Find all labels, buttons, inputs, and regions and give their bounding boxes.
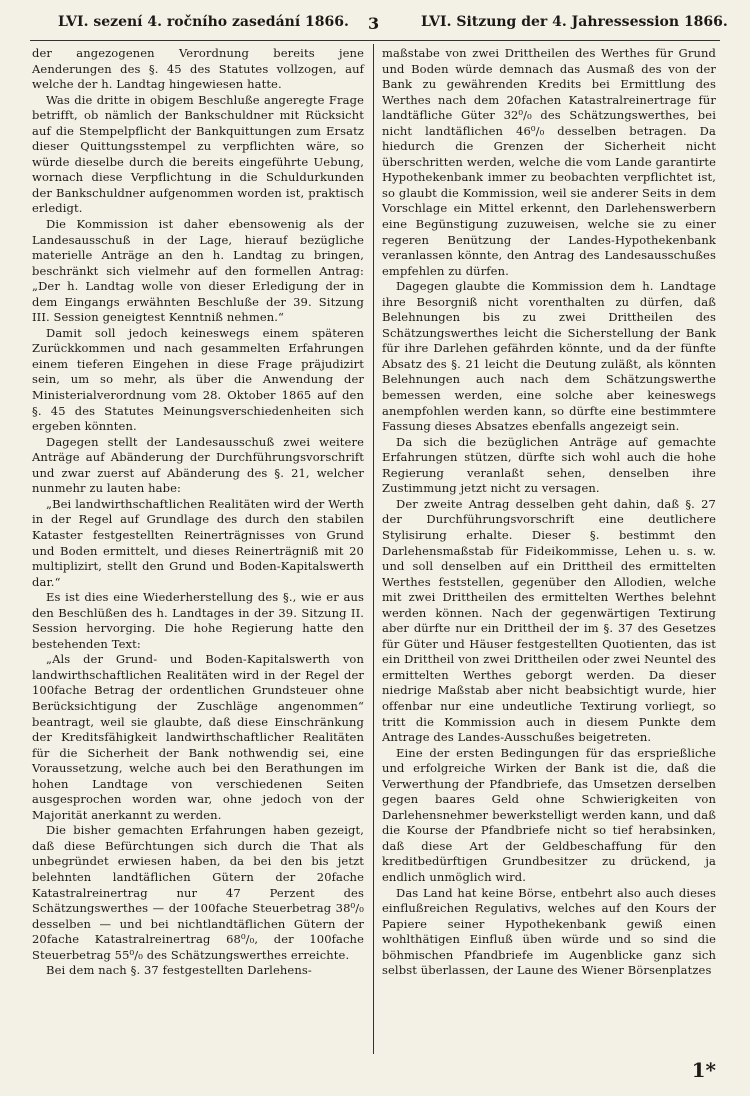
paragraph: Was die dritte in obigem Beschluße angeregte Frage betrifft, ob nämlich der Bankschuldner mit Rücksicht auf die Stempelpflicht der Bankquittungen zum Ersatz dieser Quittungsstempel zu verpflichten wäre, so würde dieselbe durch die bereits eingeführte Uebung, wornach diese Verpflichtung in die Schuldurkunden der Bankschuldner aufgenommen worden ist, praktisch erledigt. <box>32 92 364 216</box>
right-column <box>382 46 716 979</box>
header-rule <box>30 40 720 41</box>
paragraph: Das Land hat keine Börse, entbehrt also auch dieses einflußreichen Regulativs, welches auf den Kours der Papiere seiner Hypothekenbank gewiß einen wohlthätigen Einfluß üben würde und so sind die böhmischen Pfandbriefe im Augenblicke ganz sich selbst überlassen, der Laune des Wiener Börsenplatzes <box>382 885 716 978</box>
paragraph: Dagegen glaubte die Kommission dem h. Landtage ihre Besorgniß nicht vorenthalten zu dürfen, daß Belehnungen bis zu zwei Drittheilen des Schätzungswerthes leicht die Sicherstellung der Bank für ihre Darlehen gefährden könnte, und da der fünfte Absatz des §. 21 leicht die Deutung zuläßt, als könnten Belehnungen auch nach dem Schätzungswerthe bemessen werden, eine solche aber keineswegs anempfohlen werden kann, so dürfte eine bestimmtere Fassung dieses Absatzes ebenfalls angezeigt sein. <box>382 279 716 434</box>
paragraph: Eine der ersten Bedingungen für das ersprießliche und erfolgreiche Wirken der Bank ist die, daß die Verwerthung der Pfandbriefe, das Umsetzen derselben gegen baares Geld ohne Schwierigkeiten von Darlehensnehmer bewerkstelligt werden kann, und daß die Kourse der Pfandbriefe nicht so tief herabsinken, daß diese Art der Geldbeschaffung für den kreditbedürftigen Grundbesitzer zu drückend, ja endlich unmöglich wird. <box>382 745 716 884</box>
paragraph: Die Kommission ist daher ebensowenig als der Landesausschuß in der Lage, hierauf bezügliche materielle Anträge an den h. Landtag zu bringen, beschränkt sich vielmehr auf den formellen Antrag: „Der h. Landtag wolle von dieser Erledigung der in dem Eingangs erwähnten Beschluße der 39. Sitzung III. Session geneigtest Kenntniß nehmen.“ <box>32 217 364 325</box>
signature-mark: 1* <box>691 1058 716 1082</box>
left-column <box>32 46 364 979</box>
paragraph: Dagegen stellt der Landesausschuß zwei weitere Anträge auf Abänderung der Durchführungsvorschrift und zwar zuerst auf Abänderung des §. 21, welcher nunmehr zu lauten habe: <box>32 434 364 496</box>
header-german-title: LVI. Sitzung der 4. Jahressession 1866. <box>421 14 728 30</box>
quoted-paragraph: „Als der Grund- und Boden-Kapitalswerth von landwirthschaftlichen Realitäten wird in der Regel der 100fache Betrag der ordentlichen Grundsteuer ohne Berücksichtigung der Zuschläge angenommen“ beantragt, weil sie glaubte, daß diese Einschränkung der Kreditsfähigkeit landwirthschaftlicher Realitäten für die Sicherheit der Bank nothwendig sei, eine Voraussetzung, welche auch bei den Berathungen im hohen Landtage von verschiedenen Seiten ausgesprochen worden war, ohne jedoch von der Majorität anerkannt zu werden. <box>32 652 364 822</box>
paragraph: Damit soll jedoch keineswegs einem späteren Zurückkommen und nach gesammelten Erfahrungen einem tieferen Eingehen in diese Frage präjudizirt sein, um so mehr, als über die Anwendung der Ministerialverordnung vom 28. Oktober 1865 auf den §. 45 des Statutes Meinungsverschiedenheiten sich ergeben könnten. <box>32 325 364 434</box>
paragraph: Die bisher gemachten Erfahrungen haben gezeigt, daß diese Befürchtungen sich durch die That als unbegründet erwiesen haben, da bei den bis jetzt belehnten landtäflichen Gütern der 20fache Katastralreinertrag nur 47 Perzent des Schätzungswerthes — der 100fache Steuerbetrag 38⁰/₀ desselben — und bei nichtlandtäflichen Gütern der 20fache Katastralreinertrag 68⁰/₀, der 100fache Steuerbetrag 55⁰/₀ des Schätzungswerthes erreichte. <box>32 823 364 962</box>
paragraph: Da sich die bezüglichen Anträge auf gemachte Erfahrungen stützen, dürfte sich wohl auch die hohe Regierung veranlaßt sehen, denselben ihre Zustimmung jetzt nicht zu versagen. <box>382 434 716 496</box>
paragraph: maßstabe von zwei Drittheilen des Werthes für Grund und Boden würde demnach das Ausmaß des von der Bank zu gewährenden Kredits bei Ermittlung des Werthes nach dem 20fachen Katastralreinertrage für landtäfliche Güter 32⁰/₀ des Schätzungswerthes, bei nicht landtäflichen 46⁰/₀ desselben betragen. Da hiedurch die Grenzen der Sicherheit nicht überschritten werden, welche die vom Lande garantirte Hypothekenbank immer zu beobachten verpflichtet ist, so glaubt die Kommission, weil sie anderer Seits in dem Vorschlage ein Mittel erkennt, den Darlehenswerbern eine Begünstigung zuzuweisen, welche sie zu einer regeren Benützung der Landes-Hypothekenbank veranlassen könnte, den Antrag des Landesausschußes empfehlen zu dürfen. <box>382 46 716 278</box>
paragraph: Der zweite Antrag desselben geht dahin, daß §. 27 der Durchführungsvorschrift eine deutlichere Stylisirung erhalte. Dieser §. bestimmt den Darlehensmaßstab für Fideikommisse, Lehen u. s. w. und soll denselben auf ein Drittheil des ermittelten Werthes feststellen, gegenüber den Allodien, welche mit zwei Drittheilen des ermittelten Werthes belehnt werden können. Nach der gegenwärtigen Textirung aber dürfte nur ein Drittheil der im §. 37 des Gesetzes für Güter und Häuser festgestellten Quotienten, das ist ein Drittheil von zwei Drittheilen oder zwei Neuntel des ermittelten Werthes geborgt werden. Da dieser niedrige Maßstab aber nicht beabsichtigt wurde, hier offenbar nur eine undeutliche Textirung vorliegt, so tritt die Kommission auch in diesem Punkte dem Antrage des Landes-Ausschußes beigetreten. <box>382 496 716 745</box>
page-number: 3 <box>368 14 380 33</box>
quoted-paragraph: „Bei landwirthschaftlichen Realitäten wird der Werth in der Regel auf Grundlage des durch den stabilen Kataster festgestellten Reinerträgnisses von Grund und Boden ermittelt, und dieses Reinerträgniß mit 20 multiplizirt, stellt den Grund und Boden-Kapitalswerth dar.“ <box>32 496 364 589</box>
column-divider <box>373 44 374 1054</box>
paragraph: der angezogenen Verordnung bereits jene Aenderungen des §. 45 des Statutes vollzogen, auf welche der h. Landtag hingewiesen hatte. <box>32 46 364 92</box>
header-czech-title: LVI. sezení 4. ročního zasedání 1866. <box>58 14 349 30</box>
paragraph: Es ist dies eine Wiederherstellung des §., wie er aus den Beschlüßen des h. Landtages in der 39. Sitzung II. Session hervorging. Die hohe Regierung hatte den bestehenden Text: <box>32 590 364 651</box>
paragraph: Bei dem nach §. 37 festgestellten Darlehens- <box>46 963 312 978</box>
page-header <box>28 14 728 36</box>
